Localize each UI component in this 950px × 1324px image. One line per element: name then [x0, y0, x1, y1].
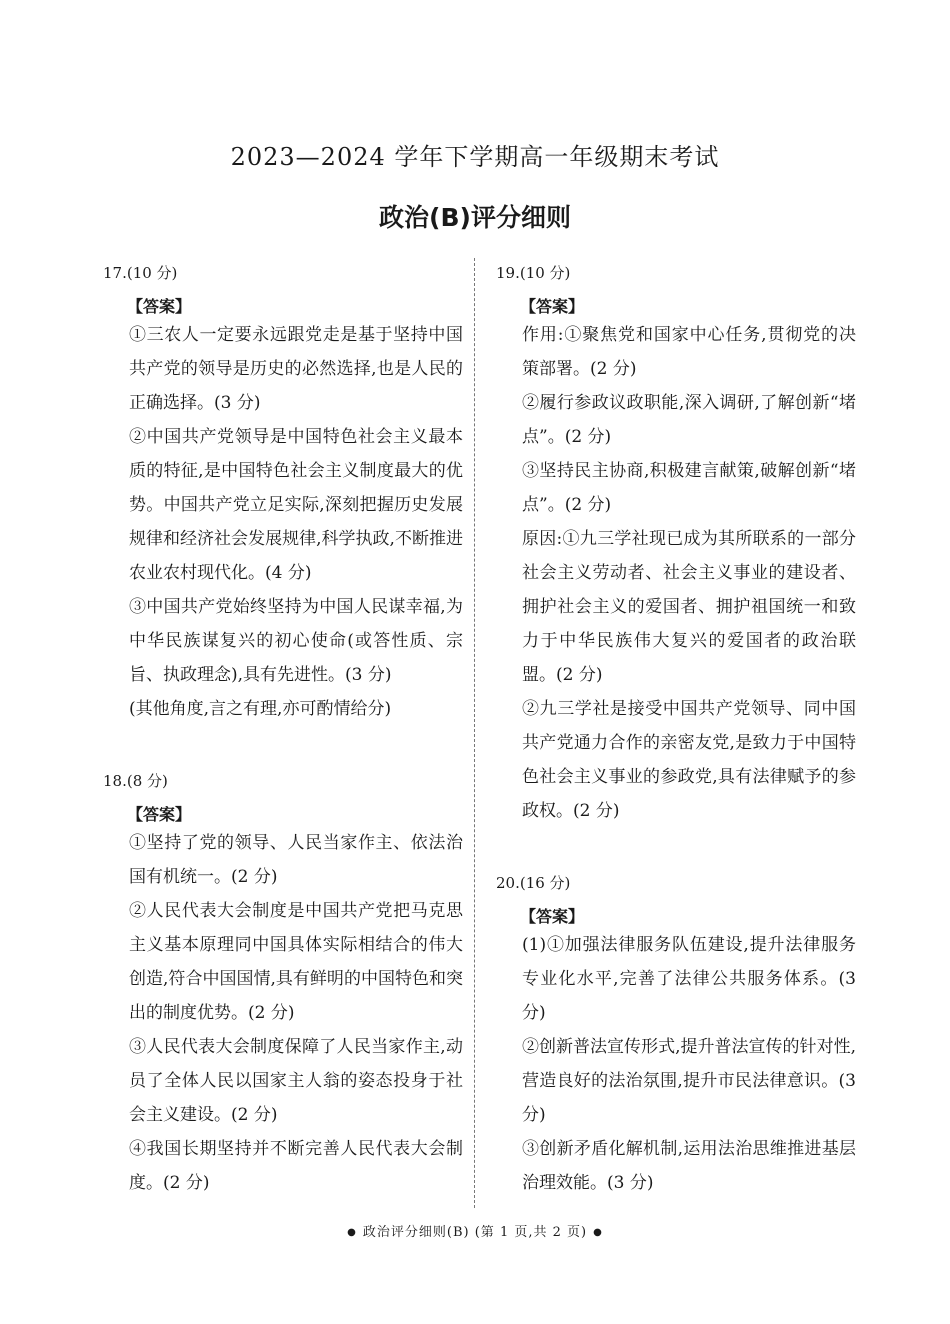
question-18-answer-list — [103, 826, 463, 1200]
question-20 — [496, 872, 856, 1200]
question-20-heading: 20.(16 分) — [496, 874, 571, 892]
answer-paragraph: ③坚持民主协商,积极建言献策,破解创新“堵点”。(2 分) — [522, 461, 856, 515]
document-title: 2023—2024 学年下学期高一年级期末考试 — [230, 143, 720, 171]
answer-label: 【答案】 — [520, 907, 585, 926]
answer-paragraph: ②履行参政议政职能,深入调研,了解创新“堵点”。(2 分) — [522, 393, 856, 447]
question-20-answer-list — [496, 928, 856, 1200]
answer-paragraph: ①坚持了党的领导、人民当家作主、依法治国有机统一。(2 分) — [129, 833, 463, 887]
page-footer — [0, 1221, 950, 1240]
question-17-heading: 17.(10 分) — [103, 264, 178, 282]
bullet-dot-icon: ● — [347, 1227, 357, 1238]
question-18 — [103, 770, 463, 1200]
answer-paragraph: ②创新普法宣传形式,提升普法宣传的针对性,营造良好的法治氛围,提升市民法律意识。(3 分) — [522, 1037, 856, 1125]
answer-paragraph: 作用:①聚焦党和国家中心任务,贯彻党的决策部署。(2 分) — [522, 325, 856, 379]
answer-paragraph: ①三农人一定要永远跟党走是基于坚持中国共产党的领导是历史的必然选择,也是人民的正确选择。(3 分) — [129, 325, 463, 413]
column-divider — [474, 258, 475, 1208]
question-19-answer-list — [496, 318, 856, 828]
question-17 — [103, 262, 463, 726]
question-19 — [496, 262, 856, 828]
answer-paragraph: ④我国长期坚持并不断完善人民代表大会制度。(2 分) — [129, 1139, 463, 1193]
right-column — [496, 262, 856, 1200]
answer-paragraph: ②九三学社是接受中国共产党领导、同中国共产党通力合作的亲密友党,是致力于中国特色社会主义事业的参政党,具有法律赋予的参政权。(2 分) — [522, 699, 856, 821]
answer-paragraph: (1)①加强法律服务队伍建设,提升法律服务专业化水平,完善了法律公共服务体系。(3 分) — [522, 935, 856, 1023]
answer-label: 【答案】 — [127, 297, 192, 316]
answer-paragraph: ③中国共产党始终坚持为中国人民谋幸福,为中华民族谋复兴的初心使命(或答性质、宗旨、执政理念),具有先进性。(3 分) — [129, 597, 463, 685]
answer-label: 【答案】 — [520, 297, 585, 316]
answer-paragraph: 原因:①九三学社现已成为其所联系的一部分社会主义劳动者、社会主义事业的建设者、拥护社会主义的爱国者、拥护祖国统一和致力于中华民族伟大复兴的爱国者的政治联盟。(2 分) — [522, 529, 856, 685]
answer-paragraph: ②人民代表大会制度是中国共产党把马克思主义基本原理同中国具体实际相结合的伟大创造,符合中国国情,具有鲜明的中国特色和突出的制度优势。(2 分) — [129, 901, 463, 1023]
answer-label: 【答案】 — [127, 805, 192, 824]
answer-paragraph: ③创新矛盾化解机制,运用法治思维推进基层治理效能。(3 分) — [522, 1139, 856, 1193]
bullet-dot-icon: ● — [593, 1227, 603, 1238]
answer-paragraph: ③人民代表大会制度保障了人民当家作主,动员了全体人民以国家主人翁的姿态投身于社会主义建设。(2 分) — [129, 1037, 463, 1125]
footer-text: 政治评分细则(B) (第 1 页,共 2 页) — [362, 1225, 588, 1240]
document-subtitle: 政治(B)评分细则 — [379, 203, 571, 232]
answer-paragraph: ②中国共产党领导是中国特色社会主义最本质的特征,是中国特色社会主义制度最大的优势。中国共产党立足实际,深刻把握历史发展规律和经济社会发展规律,科学执政,不断推进农业农村现代化。(4 分) — [129, 427, 463, 583]
answer-paragraph: (其他角度,言之有理,亦可酌情给分) — [129, 699, 392, 719]
question-19-heading: 19.(10 分) — [496, 264, 571, 282]
question-17-answer-list — [103, 318, 463, 726]
question-18-heading: 18.(8 分) — [103, 772, 168, 790]
left-column — [103, 262, 463, 1200]
